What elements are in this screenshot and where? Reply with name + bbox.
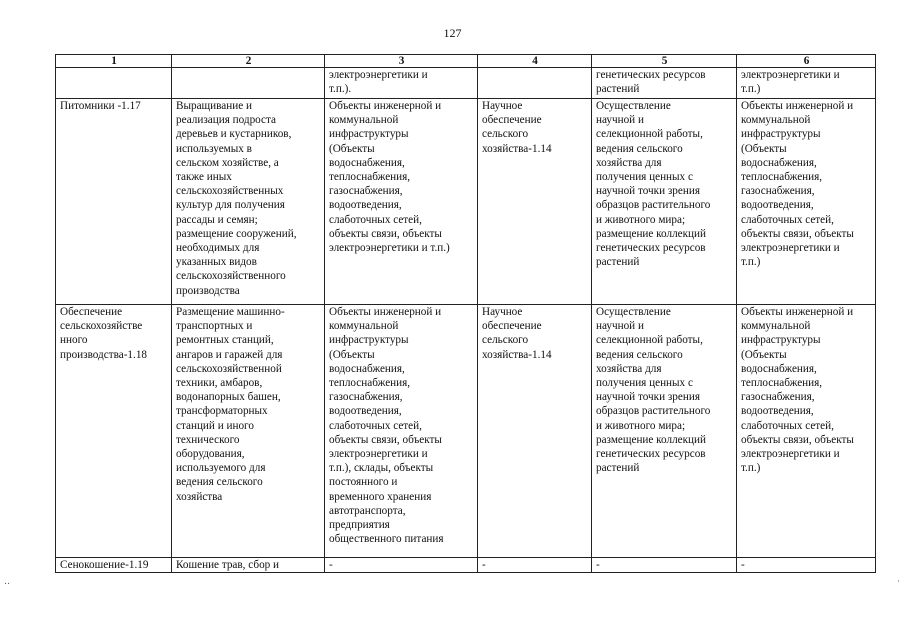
table-row	[56, 68, 876, 99]
table-cell	[478, 68, 592, 99]
table-row	[56, 558, 876, 573]
table-cell: Питомники -1.17	[56, 99, 172, 305]
table-cell: -	[592, 558, 737, 573]
table-cell: Научное обеспечение сельского хозяйства-1.14	[478, 99, 592, 305]
scan-edge-mark-right: ·	[897, 576, 900, 586]
column-number-6: 6	[737, 55, 876, 68]
table-cell: Обеспечение сельскохозяйстве нного производства-1.18	[56, 305, 172, 558]
column-number-2: 2	[172, 55, 325, 68]
land-use-table	[55, 54, 876, 573]
column-number-1: 1	[56, 55, 172, 68]
table-cell: генетических ресурсов растений	[592, 68, 737, 99]
table-cell: Объекты инженерной и коммунальной инфраструктуры (Объекты водоснабжения, теплоснабжения, газоснабжения, водоотведения, слаботочных сетей, объекты связи, объекты электроэнергетики и т.п.)	[325, 99, 478, 305]
table-cell: Научное обеспечение сельского хозяйства-1.14	[478, 305, 592, 558]
table-cell: Объекты инженерной и коммунальной инфраструктуры (Объекты водоснабжения, теплоснабжения, газоснабжения, водоотведения, слаботочных сетей, объекты связи, объекты электроэнергетики и т.п.)	[737, 305, 876, 558]
table-cell: Объекты инженерной и коммунальной инфраструктуры (Объекты водоснабжения, теплоснабжения, газоснабжения, водоотведения, слаботочных сетей, объекты связи, объекты электроэнергетики и т.п.), склады, объекты постоянного и временного хранения автотранспорта, предприятия общественного питания	[325, 305, 478, 558]
table-cell: Выращивание и реализация подроста деревьев и кустарников, используемых в сельском хозяйстве, а также иных сельскохозяйственных культур для получения рассады и семян; размещение сооружений, необходимых для указанных видов сельскохозяйственного производства	[172, 99, 325, 305]
column-number-3: 3	[325, 55, 478, 68]
table-cell: электроэнергетики и т.п.)	[737, 68, 876, 99]
table-row	[56, 99, 876, 305]
table-cell: Объекты инженерной и коммунальной инфраструктуры (Объекты водоснабжения, теплоснабжения, газоснабжения, водоотведения, слаботочных сетей, объекты связи, объекты электроэнергетики и т.п.)	[737, 99, 876, 305]
scan-edge-mark-left: ‥	[4, 576, 11, 586]
table-cell: -	[737, 558, 876, 573]
column-number-4: 4	[478, 55, 592, 68]
table-cell: -	[478, 558, 592, 573]
column-number-5: 5	[592, 55, 737, 68]
table-cell: Осуществление научной и селекционной работы, ведения сельского хозяйства для получения ценных с научной точки зрения образцов растительного и животного мира; размещение коллекций генетических ресурсов растений	[592, 305, 737, 558]
table-cell: -	[325, 558, 478, 573]
table-cell: Размещение машинно- транспортных и ремонтных станций, ангаров и гаражей для сельскохозяйственной техники, амбаров, водонапорных башен, трансформаторных станций и иного технического оборудования, используемого для ведения сельского хозяйства	[172, 305, 325, 558]
table-cell: электроэнергетики и т.п.).	[325, 68, 478, 99]
table-row	[56, 305, 876, 558]
page-number: 127	[443, 26, 462, 40]
table-cell: Кошение трав, сбор и	[172, 558, 325, 573]
table-cell: Сенокошение-1.19	[56, 558, 172, 573]
table-cell	[172, 68, 325, 99]
table-cell: Осуществление научной и селекционной работы, ведения сельского хозяйства для получения ценных с научной точки зрения образцов растительного и животного мира; размещение коллекций генетических ресурсов растений	[592, 99, 737, 305]
table-header-row	[56, 55, 876, 68]
table-cell	[56, 68, 172, 99]
